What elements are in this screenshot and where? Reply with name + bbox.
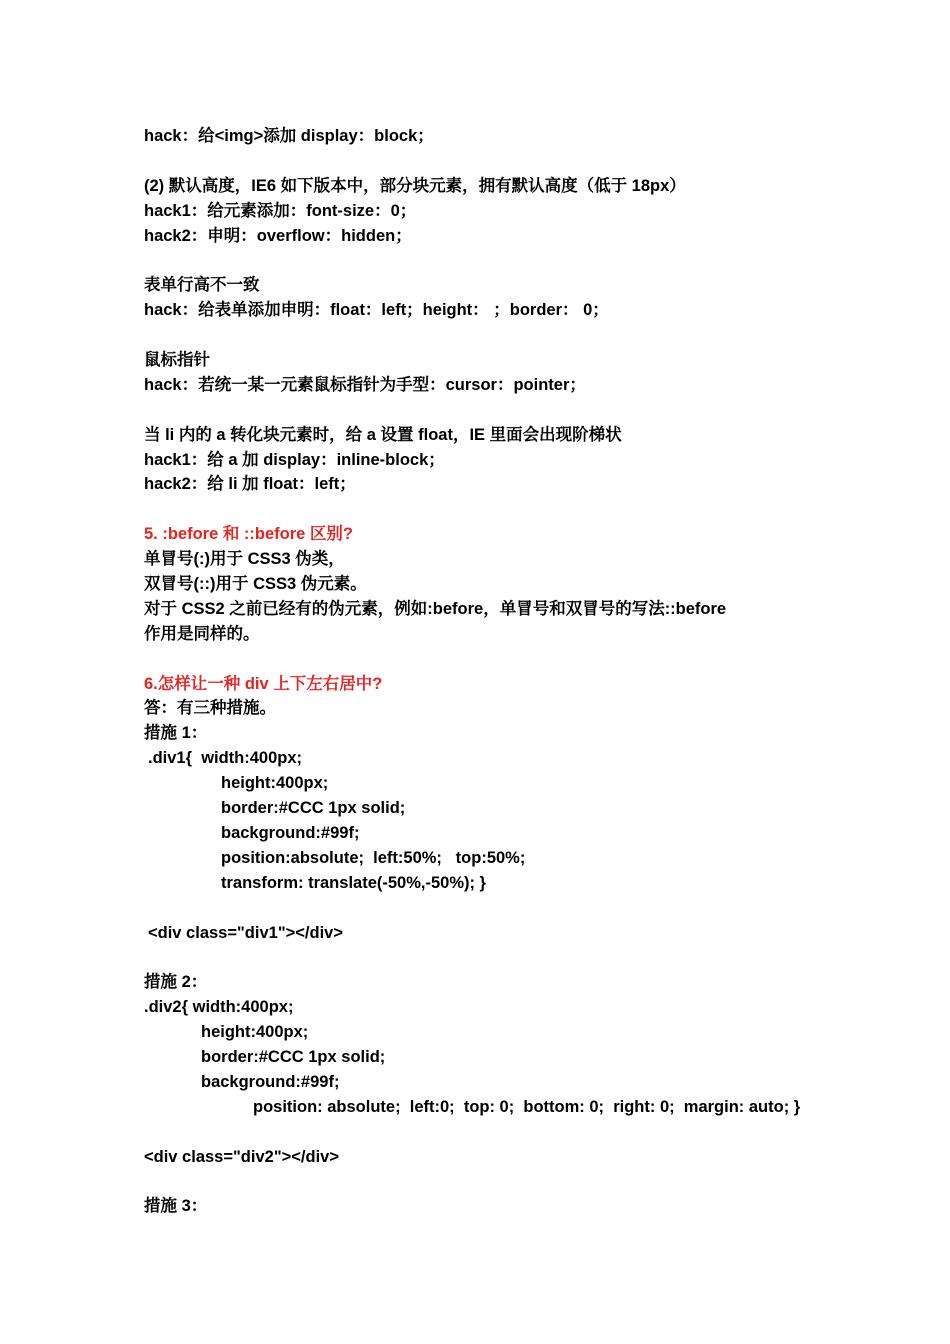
document-page bbox=[144, 124, 824, 1219]
text-line: 措施 1： bbox=[144, 724, 208, 743]
text-line: hack：给表单添加申明：float：left；height： ；border： 0； bbox=[144, 301, 609, 320]
text-line: height:400px; bbox=[201, 1023, 309, 1042]
text-line: background:#99f; bbox=[221, 823, 360, 842]
text-line: .div1{ width:400px; bbox=[148, 749, 303, 768]
text-line: (2) 默认高度，IE6 如下版本中，部分块元素，拥有默认高度（低于 18px） bbox=[144, 176, 686, 195]
text-line: position:absolute; left:50%; top:50%; bbox=[221, 848, 526, 867]
blank-line bbox=[144, 896, 824, 921]
text-line: hack2：给 li 加 float：left； bbox=[144, 475, 356, 494]
text-line: 鼠标指针 bbox=[144, 351, 210, 370]
text-line: border:#CCC 1px solid; bbox=[221, 799, 406, 818]
blank-line bbox=[144, 323, 824, 348]
blank-line bbox=[144, 945, 824, 970]
text-line: background:#99f; bbox=[201, 1072, 340, 1091]
text-line: 单冒号(:)用于 CSS3 伪类， bbox=[144, 550, 345, 569]
text-line: 对于 CSS2 之前已经有的伪元素，例如:before，单冒号和双冒号的写法::before bbox=[144, 599, 727, 618]
text-line: hack：给<img>添加 display：block； bbox=[144, 127, 434, 145]
blank-line bbox=[144, 248, 824, 273]
text-line: border:#CCC 1px solid; bbox=[201, 1047, 386, 1066]
text-line: hack：若统一某一元素鼠标指针为手型：cursor：pointer； bbox=[144, 375, 586, 394]
text-line: <div class="div1"></div> bbox=[148, 923, 343, 942]
text-line: 答：有三种措施。 bbox=[144, 699, 276, 718]
text-line: hack2：申明：overflow：hidden； bbox=[144, 226, 412, 245]
text-line: hack1：给元素添加：font-size：0； bbox=[144, 201, 417, 220]
text-line: 表单行高不一致 bbox=[144, 276, 260, 295]
blank-line bbox=[144, 149, 824, 174]
text-line: .div2{ width:400px; bbox=[144, 998, 294, 1017]
text-line: <div class="div2"></div> bbox=[144, 1147, 339, 1166]
section-heading: 6.怎样让一种 div 上下左右居中? bbox=[144, 674, 383, 693]
text-line: 措施 2： bbox=[144, 973, 208, 992]
blank-line bbox=[144, 1169, 824, 1194]
text-line: hack1：给 a 加 display：inline-block； bbox=[144, 450, 445, 469]
text-line: transform: translate(-50%,-50%); } bbox=[221, 873, 486, 892]
blank-line bbox=[144, 1120, 824, 1145]
text-line: 双冒号(::)用于 CSS3 伪元素。 bbox=[144, 575, 367, 594]
text-line: 当 li 内的 a 转化块元素时，给 a 设置 float，IE 里面会出现阶梯状 bbox=[144, 425, 622, 444]
blank-line bbox=[144, 398, 824, 423]
section-heading: 5. :before 和 ::before 区别? bbox=[144, 525, 354, 544]
text-line: 措施 3： bbox=[144, 1197, 208, 1216]
blank-line bbox=[144, 497, 824, 522]
blank-line bbox=[144, 647, 824, 672]
text-line: height:400px; bbox=[221, 774, 329, 793]
text-line: 作用是同样的。 bbox=[144, 624, 260, 643]
text-line: position: absolute; left:0; top: 0; bottom: 0; right: 0; margin: auto; } bbox=[253, 1097, 801, 1116]
